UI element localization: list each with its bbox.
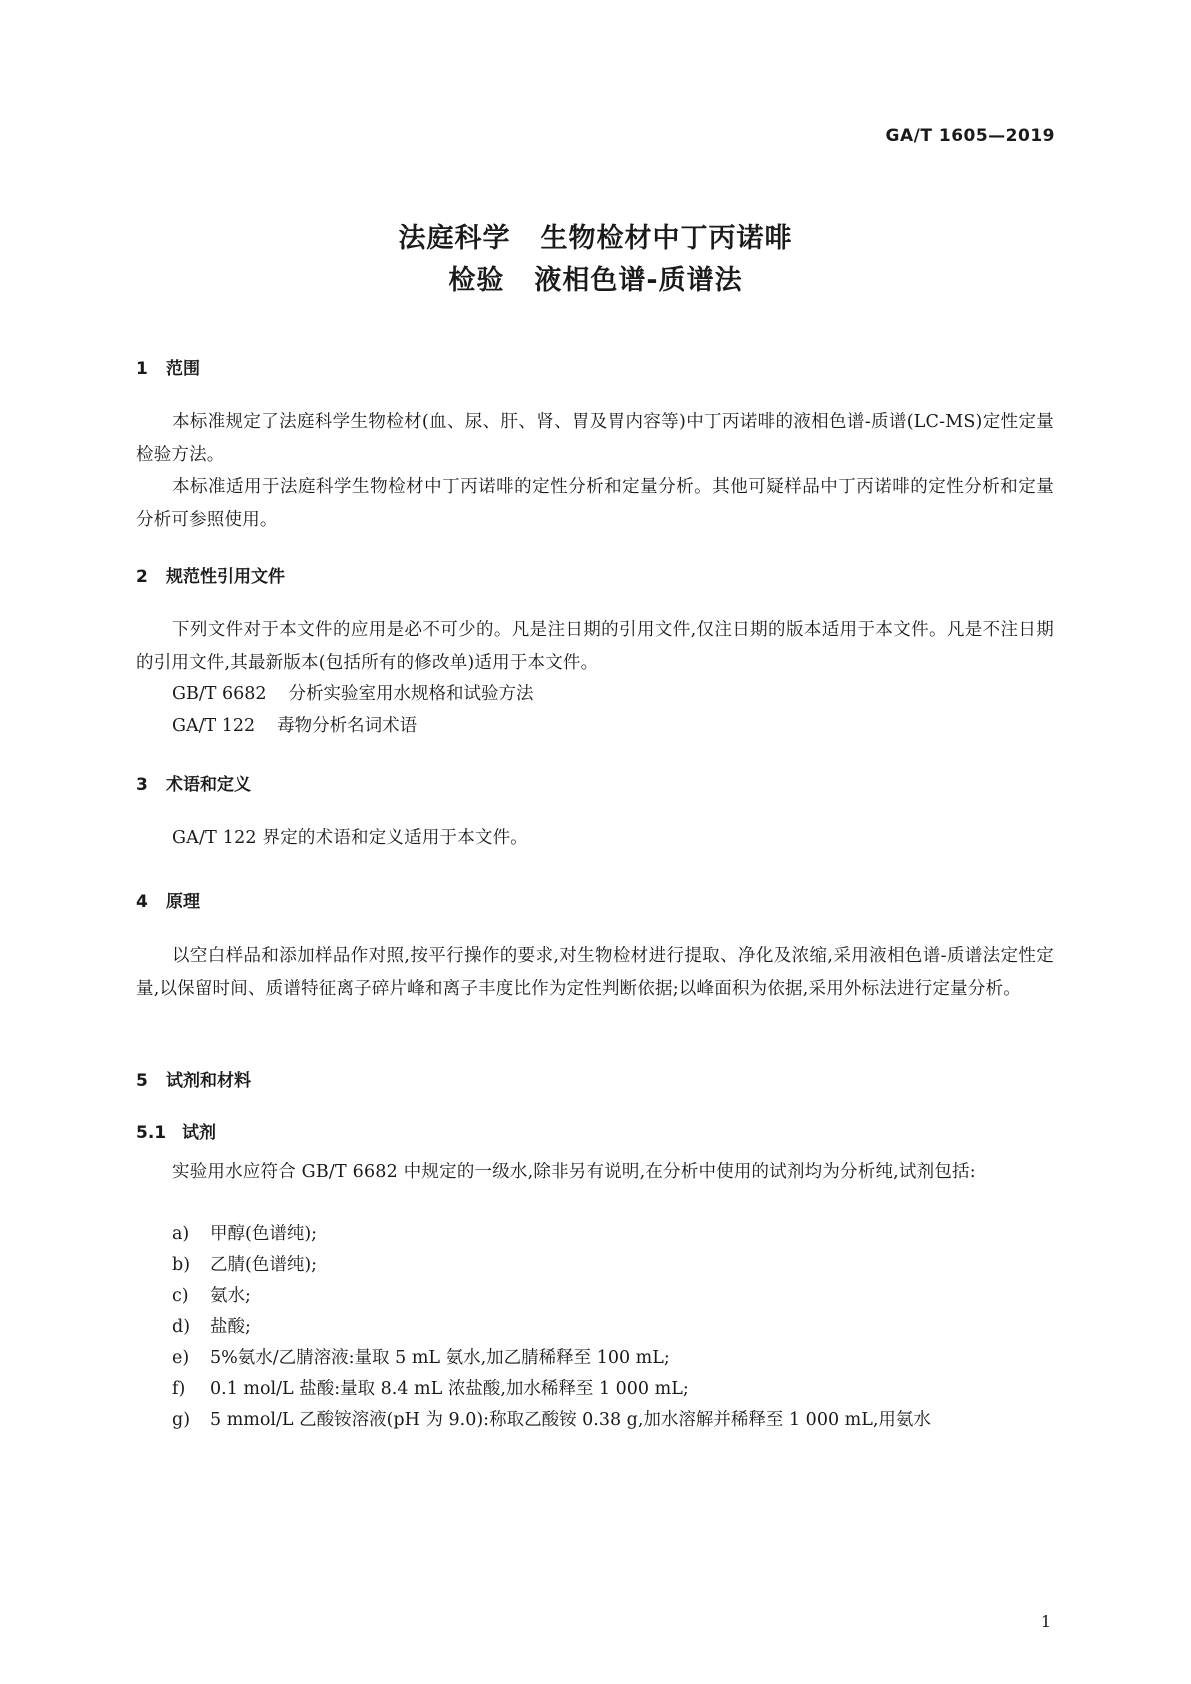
list-text: 乙腈(色谱纯); <box>210 1255 318 1275</box>
list-label: a) <box>172 1224 190 1244</box>
subsection-heading <box>136 1118 216 1143</box>
section-heading <box>136 1066 251 1091</box>
paragraph: 以空白样品和添加样品作对照,按平行操作的要求,对生物检材进行提取、净化及浓缩,采用液相色谱-质谱法定性定量,以保留时间、质谱特征离子碎片峰和离子丰度比作为定性判断依据;以峰面积为依据,采用外标法进行定量分析。 <box>136 946 1054 999</box>
list-text: 氨水; <box>210 1286 251 1306</box>
list-item <box>172 1220 317 1245</box>
section-heading <box>136 562 285 587</box>
document-number: GA/T 1605—2019 <box>885 126 1055 146</box>
section-title: 试剂 <box>182 1123 216 1143</box>
section-number: 3 <box>136 775 148 795</box>
list-label: d) <box>172 1317 191 1337</box>
list-item <box>172 1282 251 1307</box>
section-number: 4 <box>136 892 148 912</box>
reference-title: 分析实验室用水规格和试验方法 <box>288 684 534 704</box>
section-number: 5.1 <box>136 1123 167 1143</box>
reference-title: 毒物分析名词术语 <box>277 716 418 736</box>
reference-item <box>172 712 417 737</box>
paragraph: 实验用水应符合 GB/T 6682 中规定的一级水,除非另有说明,在分析中使用的试剂均为分析纯,试剂包括: <box>172 1162 976 1182</box>
section-heading <box>136 770 251 795</box>
title-line-1 <box>0 216 1191 255</box>
list-item <box>172 1406 931 1431</box>
list-label: b) <box>172 1255 191 1275</box>
paragraph: GA/T 122 界定的术语和定义适用于本文件。 <box>172 828 529 848</box>
list-item <box>172 1344 670 1369</box>
section-number: 2 <box>136 567 148 587</box>
page-number: 1 <box>1040 1612 1051 1631</box>
reference-code: GA/T 122 <box>172 716 256 736</box>
list-item <box>172 1375 689 1400</box>
list-text: 甲醇(色谱纯); <box>210 1224 318 1244</box>
list-label: g) <box>172 1410 191 1430</box>
list-text: 5 mmol/L 乙酸铵溶液(pH 为 9.0):称取乙酸铵 0.38 g,加水溶解并稀释至 1 000 mL,用氨水 <box>210 1410 931 1430</box>
section-title: 范围 <box>166 359 200 379</box>
section-heading <box>136 354 200 379</box>
list-text: 盐酸; <box>210 1317 251 1337</box>
section-title: 原理 <box>166 892 200 912</box>
section-title: 规范性引用文件 <box>166 567 285 587</box>
list-label: e) <box>172 1348 190 1368</box>
list-text: 5%氨水/乙腈溶液:量取 5 mL 氨水,加乙腈稀释至 100 mL; <box>210 1348 670 1368</box>
section-heading <box>136 887 200 912</box>
section-number: 5 <box>136 1071 148 1091</box>
title-part: 生物检材中丁丙诺啡 <box>540 223 793 254</box>
list-item <box>172 1313 251 1338</box>
reference-code: GB/T 6682 <box>172 684 267 704</box>
section-title: 术语和定义 <box>166 775 251 795</box>
title-part: 液相色谱-质谱法 <box>534 265 743 296</box>
paragraph: 下列文件对于本文件的应用是必不可少的。凡是注日期的引用文件,仅注日期的版本适用于本文件。凡是不注日期的引用文件,其最新版本(包括所有的修改单)适用于本文件。 <box>136 620 1054 673</box>
section-title: 试剂和材料 <box>166 1071 251 1091</box>
reference-item <box>172 680 534 705</box>
paragraph: 本标准适用于法庭科学生物检材中丁丙诺啡的定性分析和定量分析。其他可疑样品中丁丙诺啡的定性分析和定量分析可参照使用。 <box>136 477 1054 530</box>
title-part: 检验 <box>448 265 505 296</box>
title-line-2 <box>0 258 1191 297</box>
section-number: 1 <box>136 359 148 379</box>
list-item <box>172 1251 317 1276</box>
list-label: c) <box>172 1286 189 1306</box>
list-label: f) <box>172 1379 186 1399</box>
list-text: 0.1 mol/L 盐酸:量取 8.4 mL 浓盐酸,加水稀释至 1 000 mL; <box>210 1379 689 1399</box>
title-part: 法庭科学 <box>398 223 511 254</box>
paragraph: 本标准规定了法庭科学生物检材(血、尿、肝、肾、胃及胃内容等)中丁丙诺啡的液相色谱-质谱(LC-MS)定性定量检验方法。 <box>136 412 1054 465</box>
